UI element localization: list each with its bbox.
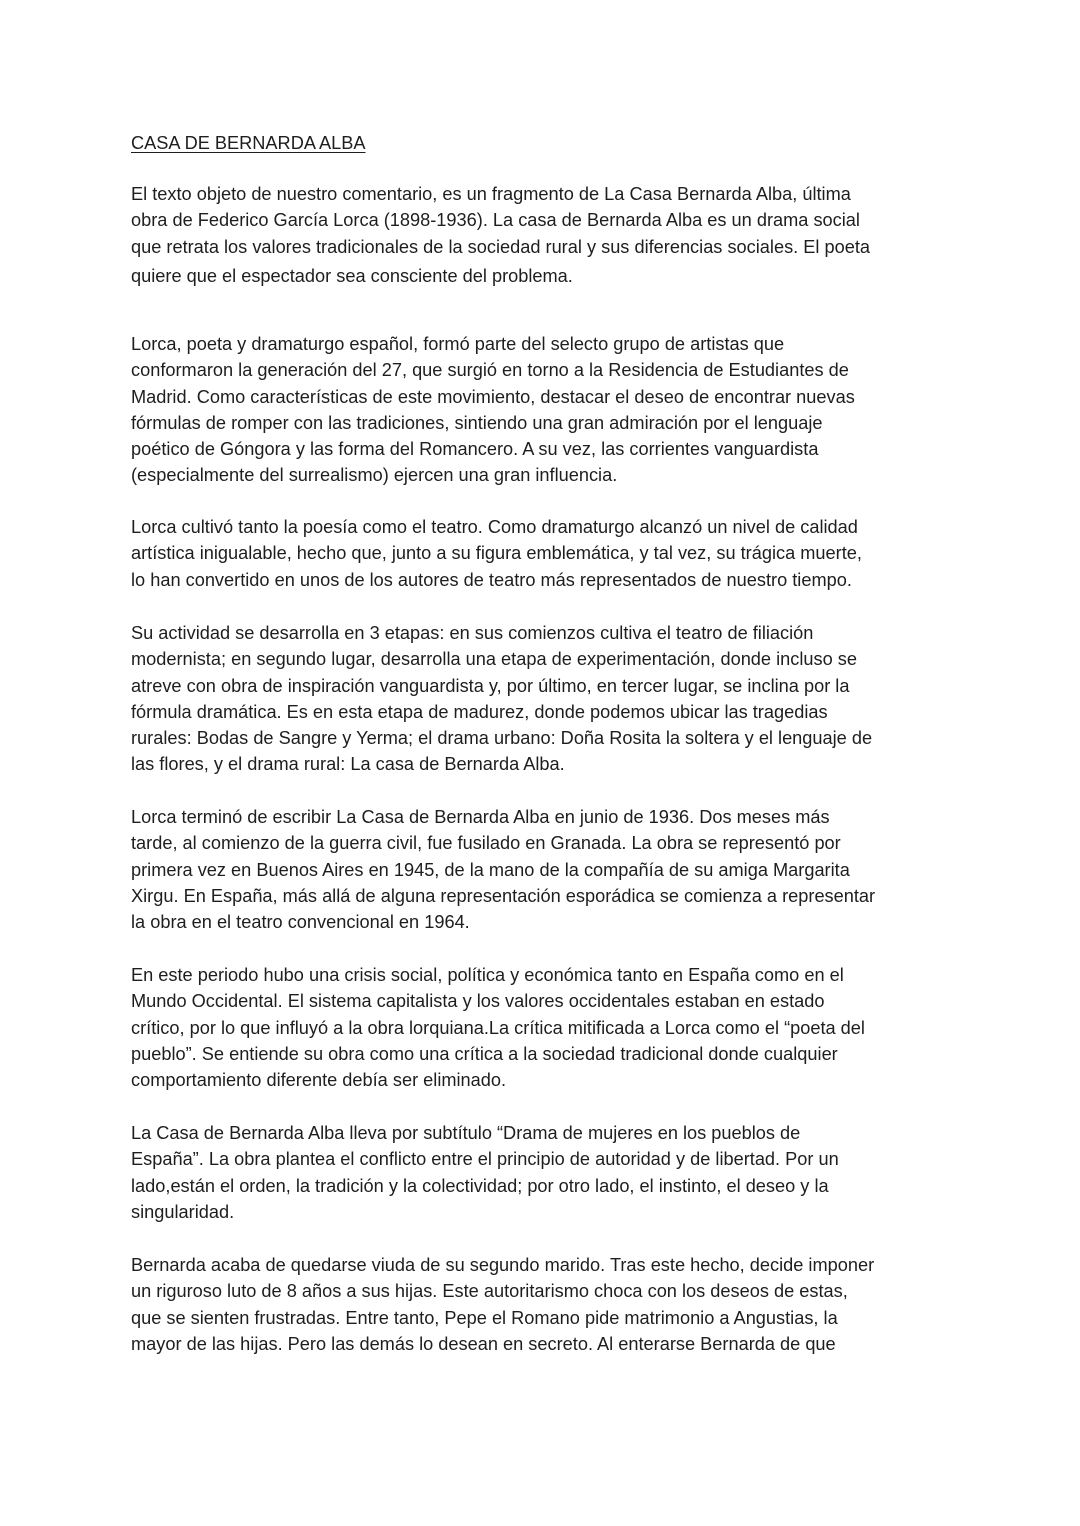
paragraph-4 (131, 620, 872, 778)
paragraph-3 (131, 514, 862, 593)
text-line: atreve con obra de inspiración vanguardista y, por último, en tercer lugar, se inclina por la (131, 675, 850, 696)
text-line: Madrid. Como características de este movimiento, destacar el deseo de encontrar nuevas (131, 386, 855, 407)
document-title: CASA DE BERNARDA ALBA (131, 133, 366, 153)
text-line: En este periodo hubo una crisis social, política y económica tanto en España como en el (131, 965, 844, 985)
text-line: pueblo”. Se entiende su obra como una crítica a la sociedad tradicional donde cualquier (131, 1043, 838, 1064)
text-line: fórmulas de romper con las tradiciones, sintiendo una gran admiración por el lenguaje (131, 412, 823, 433)
text-line: mayor de las hijas. Pero las demás lo desean en secreto. Al enterarse Bernarda de que (131, 1333, 836, 1354)
paragraph-6 (131, 962, 865, 1093)
text-line: un riguroso luto de 8 años a sus hijas. Este autoritarismo choca con los deseos de estas, (131, 1281, 848, 1302)
text-line: crítico, por lo que influyó a la obra lorquiana.La crítica mitificada a Lorca como el “poeta del (131, 1017, 865, 1038)
paragraph-5 (131, 804, 875, 935)
text-line: Lorca cultivó tanto la poesía como el teatro. Como dramaturgo alcanzó un nivel de calidad (131, 517, 858, 537)
text-line: Lorca terminó de escribir La Casa de Bernarda Alba en junio de 1936. Dos meses más (131, 807, 830, 827)
text-line: conformaron la generación del 27, que surgió en torno a la Residencia de Estudiantes de (131, 360, 849, 381)
text-line: las flores, y el drama rural: La casa de Bernarda Alba. (131, 754, 565, 775)
document-page (131, 130, 953, 1354)
text-line: Xirgu. En España, más allá de alguna representación esporádica se comienza a representar (131, 885, 876, 906)
text-line: primera vez en Buenos Aires en 1945, de la mano de la compañía de su amiga Margarita (131, 859, 850, 880)
text-line: la obra en el teatro convencional en 1964. (131, 912, 470, 933)
text-line: La Casa de Bernarda Alba lleva por subtítulo “Drama de mujeres en los pueblos de (131, 1123, 801, 1143)
text-line: obra de Federico García Lorca (1898-1936). La casa de Bernarda Alba es un drama social (131, 210, 860, 231)
paragraph-8 (131, 1252, 874, 1357)
text-line: (especialmente del surrealismo) ejercen una gran influencia. (131, 465, 618, 486)
paragraph-2 (131, 331, 855, 489)
paragraph-1 (131, 181, 870, 293)
text-line: quiere que el espectador sea consciente del problema. (131, 265, 573, 286)
text-line: lado,están el orden, la tradición y la colectividad; por otro lado, el instinto, el deseo y la (131, 1175, 829, 1196)
text-line: Lorca, poeta y dramaturgo español, formó parte del selecto grupo de artistas que (131, 334, 785, 354)
text-line: Su actividad se desarrolla en 3 etapas: en sus comienzos cultiva el teatro de filiación (131, 623, 814, 643)
text-line: España”. La obra plantea el conflicto entre el principio de autoridad y de libertad. Por un (131, 1149, 839, 1170)
paragraph-7 (131, 1120, 839, 1225)
text-line: modernista; en segundo lugar, desarrolla una etapa de experimentación, donde incluso se (131, 649, 857, 670)
text-line: artística inigualable, hecho que, junto a su figura emblemática, y tal vez, su trágica muerte, (131, 543, 862, 564)
text-line: comportamiento diferente debía ser eliminado. (131, 1070, 507, 1091)
text-line: Mundo Occidental. El sistema capitalista y los valores occidentales estaban en estado (131, 991, 825, 1012)
text-line: El texto objeto de nuestro comentario, es un fragmento de La Casa Bernarda Alba, última (131, 184, 851, 204)
text-line: lo han convertido en unos de los autores de teatro más representados de nuestro tiempo. (131, 569, 852, 590)
text-line: que se sienten frustradas. Entre tanto, Pepe el Romano pide matrimonio a Angustias, la (131, 1307, 838, 1328)
text-line: tarde, al comienzo de la guerra civil, fue fusilado en Granada. La obra se representó por (131, 833, 841, 854)
text-line: que retrata los valores tradicionales de la sociedad rural y sus diferencias sociales. El poeta (131, 236, 871, 257)
text-line: Bernarda acaba de quedarse viuda de su segundo marido. Tras este hecho, decide imponer (131, 1255, 875, 1275)
text-line: fórmula dramática. Es en esta etapa de madurez, donde podemos ubicar las tragedias (131, 701, 828, 722)
text-line: poético de Góngora y las forma del Romancero. A su vez, las corrientes vanguardista (131, 439, 819, 460)
text-line: singularidad. (131, 1201, 235, 1222)
text-line: rurales: Bodas de Sangre y Yerma; el drama urbano: Doña Rosita la soltera y el lenguaje de (131, 728, 873, 749)
